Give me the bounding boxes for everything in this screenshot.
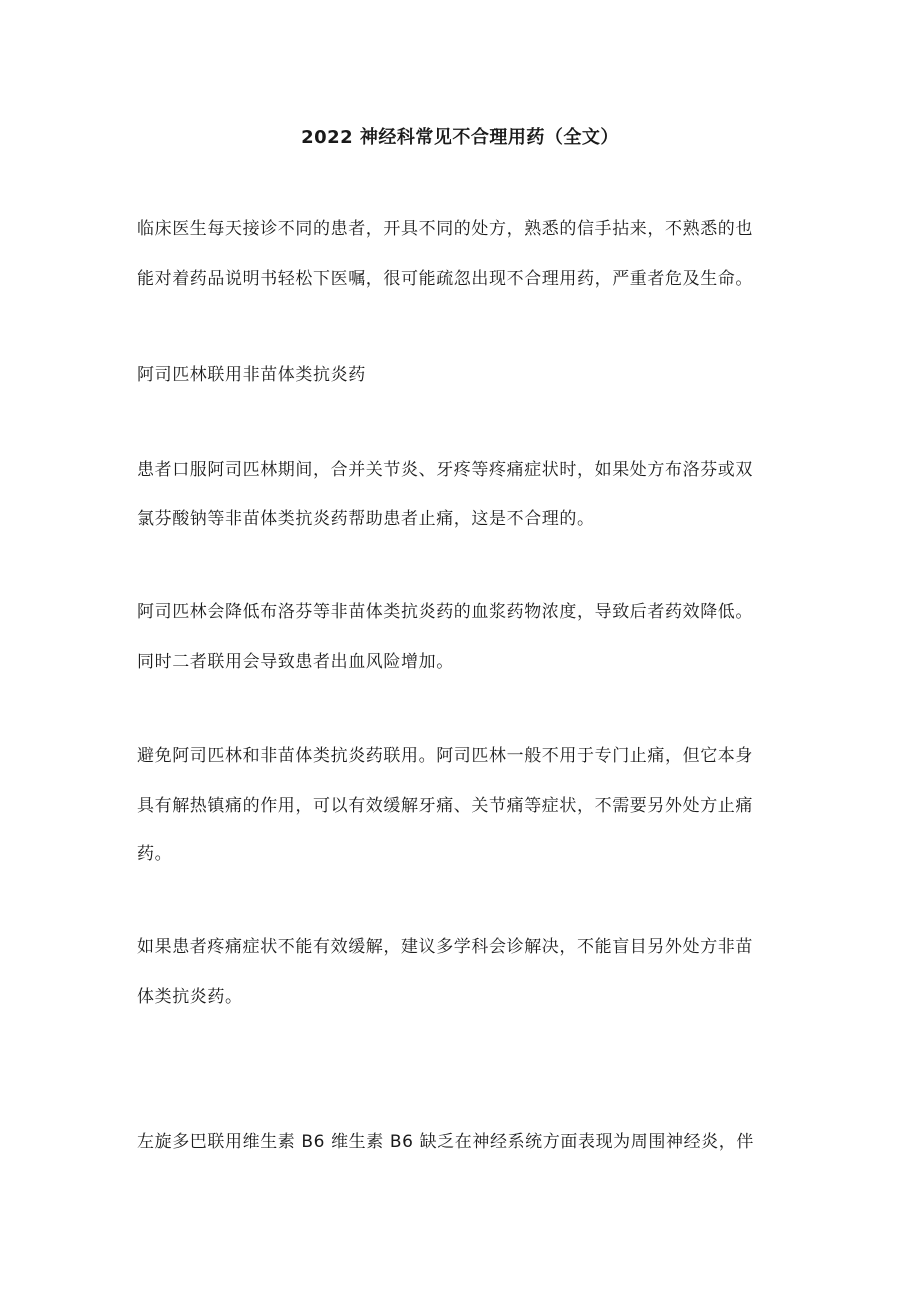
paragraph-line: 氯芬酸钠等非苗体类抗炎药帮助患者止痛，这是不合理的。 <box>137 509 595 529</box>
paragraph-line: 避免阿司匹林和非苗体类抗炎药联用。阿司匹林一般不用于专门止痛，但它本身 <box>137 746 753 766</box>
paragraph-line: 临床医生每天接诊不同的患者，开具不同的处方，熟悉的信手拈来，不熟悉的也 <box>137 219 753 239</box>
paragraph-line: 能对着药品说明书轻松下医嘱，很可能疏忽出现不合理用药，严重者危及生命。 <box>137 269 753 289</box>
paragraph-line: 具有解热镇痛的作用，可以有效缓解牙痛、关节痛等症状，不需要另外处方止痛 <box>137 796 753 816</box>
paragraph-line: 体类抗炎药。 <box>137 987 243 1007</box>
paragraph-line: 如果患者疼痛症状不能有效缓解，建议多学科会诊解决，不能盲目另外处方非苗 <box>137 937 753 957</box>
document-title: 2022 神经科常见不合理用药（全文） <box>301 127 619 148</box>
paragraph-line: 患者口服阿司匹林期间，合并关节炎、牙疼等疼痛症状时，如果处方布洛芬或双 <box>137 460 753 480</box>
section-heading: 阿司匹林联用非苗体类抗炎药 <box>137 365 366 385</box>
paragraph-line: 阿司匹林会降低布洛芬等非苗体类抗炎药的血浆药物浓度，导致后者药效降低。 <box>137 602 753 622</box>
paragraph-line: 同时二者联用会导致患者出血风险增加。 <box>137 652 454 672</box>
paragraph-line: 药。 <box>137 844 173 864</box>
paragraph-line: 左旋多巴联用维生素 B6 维生素 B6 缺乏在神经系统方面表现为周围神经炎，伴 <box>137 1132 754 1152</box>
